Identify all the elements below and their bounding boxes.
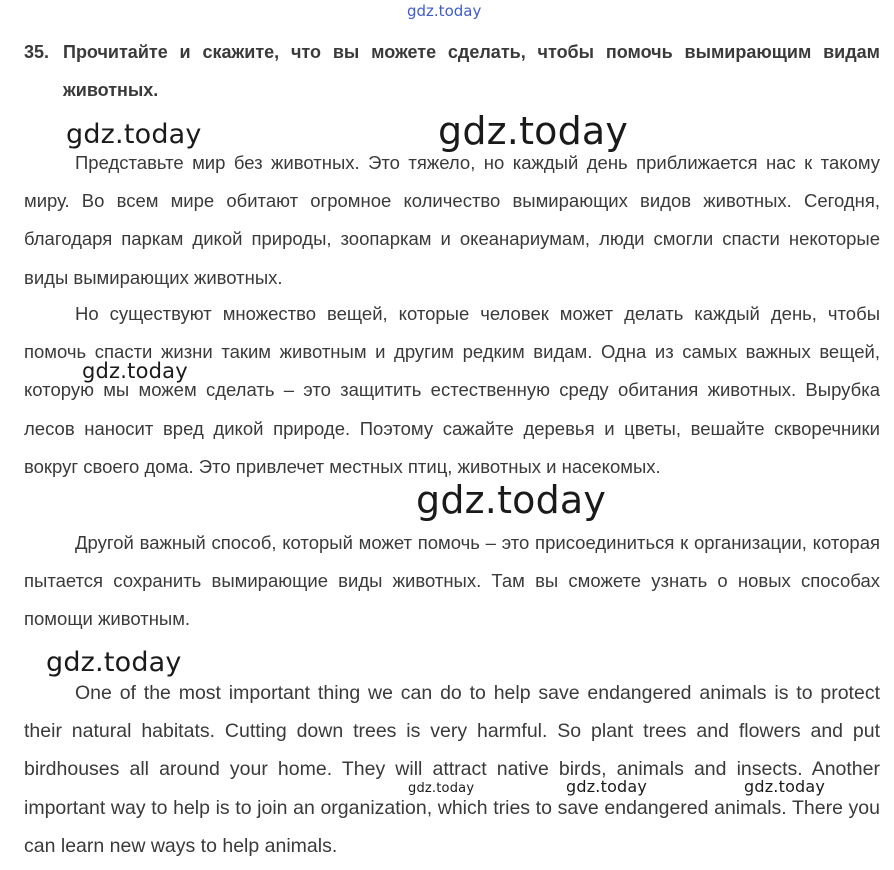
paragraph-russian-2: Но существуют множество вещей, которые человек может делать каждый день, чтобы помочь спасти жизни таким животным и другим редким видам. Одна из самых важных вещей, которую мы можем сделать – это защитить естественную среду обитания животных. Вырубка лесов наносит вред дикой природе. Поэтому сажайте деревья и цветы, вешайте скворечники вокруг своего дома. Это привлечет местных птиц, животных и насекомых.	[24, 303, 880, 477]
watermark: gdz.today	[566, 777, 648, 796]
paragraph-russian-1: Представьте мир без животных. Это тяжело, но каждый день приближается нас к такому миру. Во всем мире обитают огромное количество вымирающих видов животных. Сегодня, благодаря паркам дикой природы, зоопаркам и океанариумам, люди смогли спасти некоторые виды вымирающих животных.	[24, 152, 880, 288]
paragraph-russian-3: Другой важный способ, который может помочь – это присоединиться к организации, которая пытается сохранить вымирающие виды животных. Там вы сможете узнать о новых способах помощи животным.	[24, 532, 880, 630]
paragraph-english: One of the most important thing we can do to help save endangered animals is to protect their natural habitats. Cutting down trees is very harmful. So plant trees and flowers and put birdhouses all around your home. They will attract native birds, animals and insects. Another important way to help is to join an organization, which tries to save endangered animals. There you can learn new ways to help animals.	[24, 682, 880, 857]
watermark: gdz.today	[408, 781, 475, 796]
watermark: gdz.today	[416, 478, 607, 522]
watermark: gdz.today	[82, 359, 188, 383]
watermark: gdz.today	[46, 647, 182, 678]
watermark: gdz.today	[438, 109, 629, 153]
watermark-top: gdz.today	[407, 2, 482, 20]
task-number: 35.	[24, 42, 50, 62]
task-heading	[24, 33, 880, 109]
task-instruction: Прочитайте и скажите, что вы можете сделать, чтобы помочь вымирающим видам животных.	[63, 42, 880, 100]
watermark: gdz.today	[66, 119, 202, 150]
watermark: gdz.today	[744, 777, 826, 796]
